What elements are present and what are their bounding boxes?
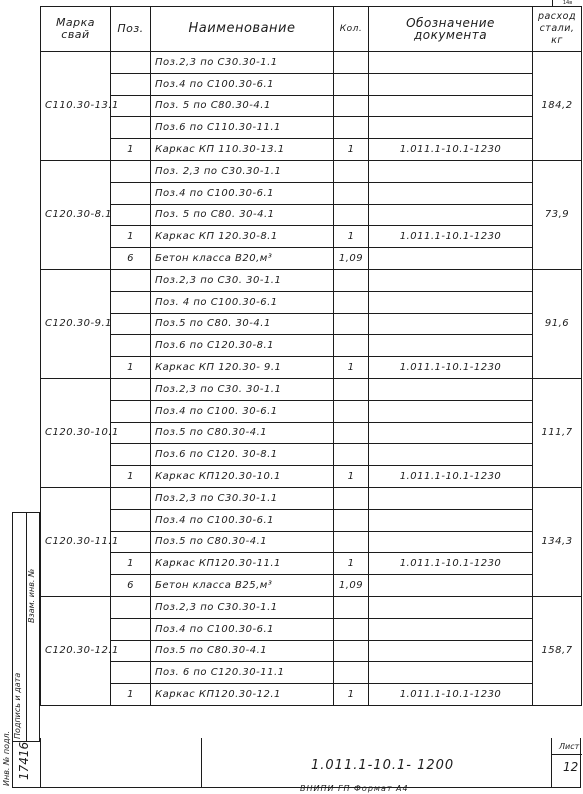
row-qty	[334, 182, 369, 204]
table-row	[41, 248, 582, 270]
table-row	[41, 422, 582, 444]
row-pos: 1	[111, 684, 151, 706]
row-doc	[369, 509, 533, 531]
table-row	[41, 95, 582, 117]
row-pos	[111, 444, 151, 466]
row-qty	[334, 596, 369, 618]
steel-consumption: 91,6	[533, 269, 582, 378]
row-qty: 1	[334, 226, 369, 248]
title-divider-2	[551, 738, 552, 787]
row-pos	[111, 269, 151, 291]
row-name: Поз. 4 по С100.30-6.1	[151, 291, 334, 313]
row-pos	[111, 662, 151, 684]
steel-consumption: 158,7	[533, 596, 582, 705]
row-pos	[111, 52, 151, 74]
row-name: Поз.2,3 по С30. 30-1.1	[151, 378, 334, 400]
row-pos	[111, 291, 151, 313]
row-pos	[111, 182, 151, 204]
row-qty	[334, 662, 369, 684]
row-qty	[334, 52, 369, 74]
row-doc	[369, 269, 533, 291]
table-row	[41, 269, 582, 291]
row-doc: 1.011.1-10.1-1230	[369, 466, 533, 488]
row-qty	[334, 291, 369, 313]
row-name: Поз. 5 по С80. 30-4.1	[151, 204, 334, 226]
row-pos	[111, 596, 151, 618]
binding-inv-value: 17416	[17, 741, 31, 780]
row-doc	[369, 73, 533, 95]
row-name: Поз.6 по С110.30-11.1	[151, 117, 334, 139]
binding-strip	[12, 512, 41, 742]
title-block	[40, 738, 581, 788]
row-doc	[369, 596, 533, 618]
sheet-number: 12	[563, 760, 579, 774]
row-doc	[369, 618, 533, 640]
table-row	[41, 139, 582, 161]
steel-consumption: 111,7	[533, 378, 582, 487]
row-doc	[369, 640, 533, 662]
row-name: Каркас КП120.30-10.1	[151, 466, 334, 488]
row-doc: 1.011.1-10.1-1230	[369, 553, 533, 575]
table-row	[41, 640, 582, 662]
row-name: Поз. 5 по С80.30-4.1	[151, 95, 334, 117]
row-pos	[111, 73, 151, 95]
row-name: Поз.2,3 по С30. 30-1.1	[151, 269, 334, 291]
row-pos	[111, 204, 151, 226]
row-name: Поз.5 по С80. 30-4.1	[151, 313, 334, 335]
row-pos	[111, 509, 151, 531]
table-row	[41, 226, 582, 248]
row-name: Поз.6 по С120.30-8.1	[151, 335, 334, 357]
row-pos	[111, 160, 151, 182]
row-qty	[334, 73, 369, 95]
steel-consumption: 73,9	[533, 160, 582, 269]
header-doc: Обозначение документа	[369, 7, 533, 52]
title-sheet-divider	[551, 754, 582, 755]
sheet-label: Лист	[559, 742, 580, 751]
table-row	[41, 182, 582, 204]
row-doc	[369, 531, 533, 553]
table-row	[41, 52, 582, 74]
row-qty: 1	[334, 684, 369, 706]
row-pos	[111, 335, 151, 357]
pile-mark: С120.30-8.1	[41, 160, 111, 269]
table-row	[41, 487, 582, 509]
row-pos	[111, 618, 151, 640]
row-qty	[334, 444, 369, 466]
binding-signature-date: Подпись и дата	[13, 672, 22, 739]
steel-consumption: 134,3	[533, 487, 582, 596]
row-doc	[369, 291, 533, 313]
strip-col-ref	[26, 513, 40, 741]
row-name: Поз.5 по С80.30-4.1	[151, 640, 334, 662]
row-qty: 1	[334, 466, 369, 488]
row-doc	[369, 248, 533, 270]
table-row	[41, 531, 582, 553]
row-pos: 1	[111, 226, 151, 248]
row-qty: 1,09	[334, 575, 369, 597]
row-qty	[334, 531, 369, 553]
row-doc	[369, 117, 533, 139]
pile-mark: С110.30-13.1	[41, 52, 111, 161]
row-qty	[334, 400, 369, 422]
row-name: Поз.4 по С100.30-6.1	[151, 618, 334, 640]
row-name: Бетон класса В20,м³	[151, 248, 334, 270]
row-pos: 6	[111, 248, 151, 270]
table-row	[41, 466, 582, 488]
row-name: Поз.2,3 по С30.30-1.1	[151, 52, 334, 74]
binding-ref-no: Взам. инв. №	[27, 568, 36, 623]
row-qty	[334, 618, 369, 640]
row-doc	[369, 400, 533, 422]
table-row	[41, 400, 582, 422]
pile-mark: С120.30-9.1	[41, 269, 111, 378]
row-name: Поз.2,3 по С30.30-1.1	[151, 596, 334, 618]
row-qty	[334, 160, 369, 182]
pile-mark: С120.30-11.1	[41, 487, 111, 596]
row-qty: 1	[334, 553, 369, 575]
row-doc	[369, 160, 533, 182]
row-qty: 1,09	[334, 248, 369, 270]
row-doc	[369, 95, 533, 117]
row-qty	[334, 313, 369, 335]
row-name: Поз. 2,3 по С30.30-1.1	[151, 160, 334, 182]
table-row	[41, 291, 582, 313]
row-doc	[369, 52, 533, 74]
header-pos: Поз.	[111, 7, 151, 52]
row-name: Каркас КП120.30-12.1	[151, 684, 334, 706]
row-pos: 1	[111, 553, 151, 575]
row-qty	[334, 95, 369, 117]
row-name: Поз.5 по С80.30-4.1	[151, 531, 334, 553]
row-doc	[369, 335, 533, 357]
table-row	[41, 553, 582, 575]
row-qty	[334, 640, 369, 662]
row-qty	[334, 487, 369, 509]
row-doc	[369, 662, 533, 684]
row-qty	[334, 204, 369, 226]
row-qty	[334, 335, 369, 357]
table-row	[41, 662, 582, 684]
row-name: Бетон класса В25,м³	[151, 575, 334, 597]
binding-inv-no: Инв. № подл.	[2, 730, 11, 786]
header-mark: Марка свай	[41, 7, 111, 52]
row-doc	[369, 444, 533, 466]
row-name: Поз.4 по С100.30-6.1	[151, 509, 334, 531]
row-doc: 1.011.1-10.1-1230	[369, 684, 533, 706]
row-qty: 1	[334, 357, 369, 379]
row-name: Поз.4 по С100.30-6.1	[151, 182, 334, 204]
row-name: Каркас КП 110.30-13.1	[151, 139, 334, 161]
table-row	[41, 575, 582, 597]
header-qty: Кол.	[334, 7, 369, 52]
pile-mark: С120.30-10.1	[41, 378, 111, 487]
row-qty: 1	[334, 139, 369, 161]
header-steel: расход стали, кг	[533, 7, 582, 52]
steel-consumption: 184,2	[533, 52, 582, 161]
row-doc	[369, 378, 533, 400]
table-row	[41, 117, 582, 139]
row-name: Каркас КП 120.30- 9.1	[151, 357, 334, 379]
pile-mark: С120.30-12.1	[41, 596, 111, 705]
row-pos: 1	[111, 357, 151, 379]
row-qty	[334, 422, 369, 444]
table-row	[41, 444, 582, 466]
row-pos: 1	[111, 139, 151, 161]
table-row	[41, 335, 582, 357]
header-name: Наименование	[151, 7, 334, 52]
title-divider-1	[201, 738, 202, 787]
row-pos: 1	[111, 466, 151, 488]
row-name: Каркас КП 120.30-8.1	[151, 226, 334, 248]
table-row	[41, 357, 582, 379]
spec-body	[41, 52, 582, 706]
row-pos	[111, 487, 151, 509]
row-name: Поз.4 по С100.30-6.1	[151, 73, 334, 95]
table-row	[41, 313, 582, 335]
row-pos	[111, 313, 151, 335]
row-doc	[369, 204, 533, 226]
table-row	[41, 509, 582, 531]
row-name: Каркас КП120.30-11.1	[151, 553, 334, 575]
row-pos: 6	[111, 575, 151, 597]
row-qty	[334, 269, 369, 291]
row-pos	[111, 117, 151, 139]
row-name: Поз.5 по С80.30-4.1	[151, 422, 334, 444]
table-row	[41, 160, 582, 182]
row-name: Поз.6 по С120. 30-8.1	[151, 444, 334, 466]
row-pos	[111, 400, 151, 422]
row-doc: 1.011.1-10.1-1230	[369, 139, 533, 161]
row-qty	[334, 117, 369, 139]
table-row	[41, 378, 582, 400]
table-row	[41, 73, 582, 95]
row-qty	[334, 378, 369, 400]
footer-format: ВНИПИ ГП Формат А4	[300, 784, 409, 793]
row-name: Поз.4 по С100. 30-6.1	[151, 400, 334, 422]
spec-table	[40, 6, 582, 706]
row-doc	[369, 313, 533, 335]
row-doc: 1.011.1-10.1-1230	[369, 357, 533, 379]
row-qty	[334, 509, 369, 531]
table-row	[41, 618, 582, 640]
table-row	[41, 596, 582, 618]
row-name: Поз. 6 по С120.30-11.1	[151, 662, 334, 684]
row-doc	[369, 575, 533, 597]
row-doc	[369, 422, 533, 444]
row-doc	[369, 182, 533, 204]
row-doc: 1.011.1-10.1-1230	[369, 226, 533, 248]
row-doc	[369, 487, 533, 509]
row-name: Поз.2,3 по С30.30-1.1	[151, 487, 334, 509]
table-row	[41, 684, 582, 706]
table-row	[41, 204, 582, 226]
row-pos	[111, 378, 151, 400]
header-row	[41, 7, 582, 52]
corner-note: 14в	[552, 0, 582, 7]
doc-code: 1.011.1-10.1- 1200	[311, 758, 455, 773]
